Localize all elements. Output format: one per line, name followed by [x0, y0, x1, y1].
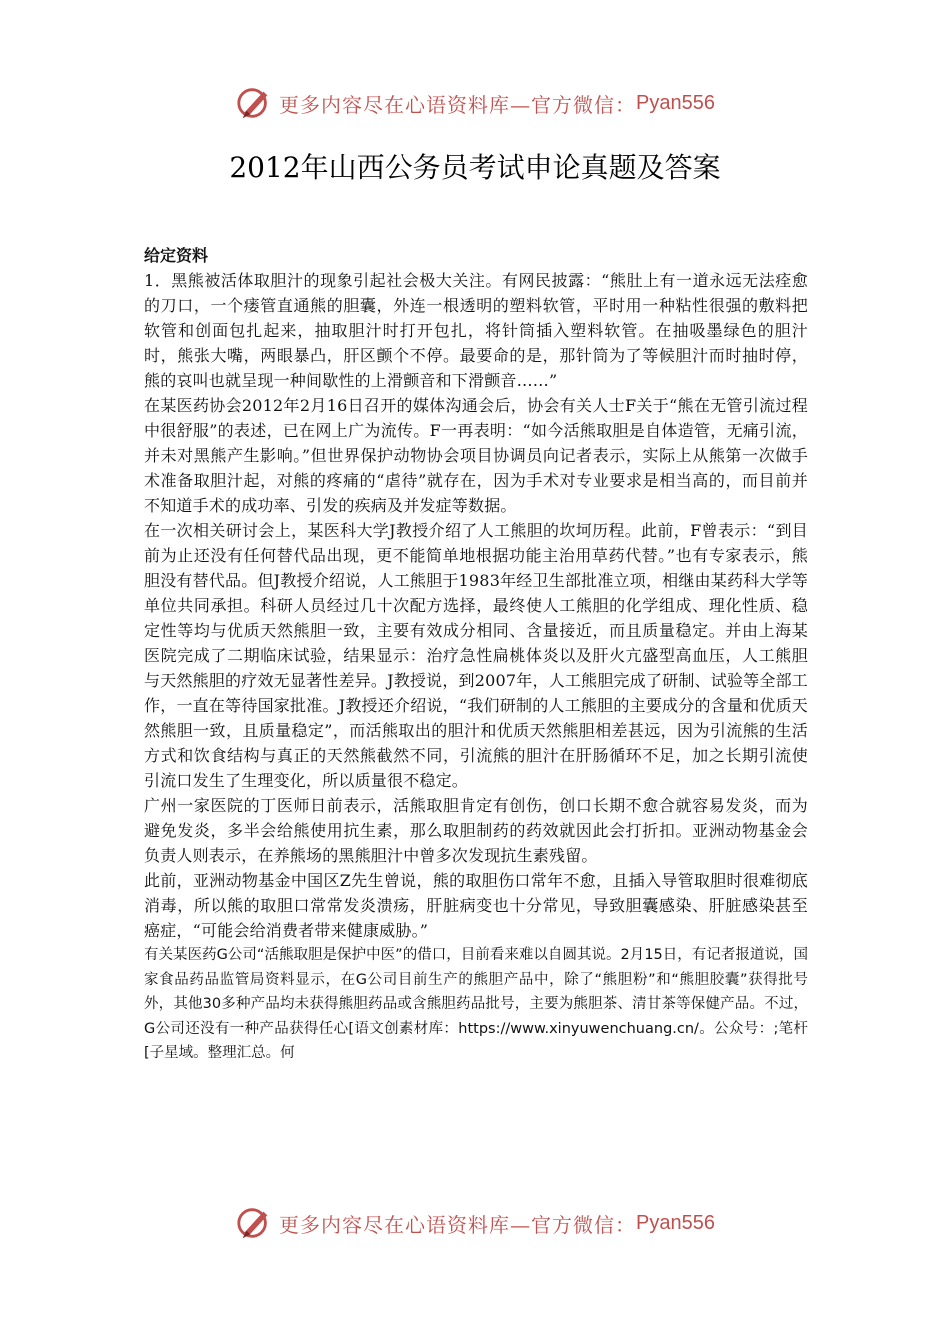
- pen-logo-icon: [235, 84, 273, 122]
- paragraph: 广州一家医院的丁医师日前表示，活熊取胆肯定有创伤，创口长期不愈合就容易发炎，而为避免发炎，多半会给熊使用抗生素，那么取胆制药的药效就因此会打折扣。亚洲动物基金会负责人则表示，在养熊场的黑熊胆汁中曾多次发现抗生素残留。: [144, 796, 808, 865]
- pen-logo-icon: [235, 1204, 273, 1242]
- footer-banner: [0, 1198, 950, 1248]
- paragraph: 在某医药协会2012年2月16日召开的媒体沟通会后，协会有关人士F关于“熊在无管引流过程中很舒服”的表述，已在网上广为流传。F一再表明：“如今活熊取胆是自体造管，无痛引流，并未对黑熊产生影响。”但世界保护动物协会项目协调员向记者表示，实际上从熊第一次做手术准备取胆汁起，对熊的疼痛的“虐待”就存在，因为手术对专业要求是相当高的，而目前并不知道手术的成功率、引发的疾病及并发症等数据。: [144, 396, 808, 515]
- banner-text: 更多内容尽在心语资料库—官方微信：: [279, 92, 637, 117]
- paragraph: 此前，亚洲动物基金中国区Z先生曾说，熊的取胆伤口常年不愈，且插入导管取胆时很难彻底消毒，所以熊的取胆口常常发炎溃疡，肝脏病变也十分常见，导致胆囊感染、肝脏感染甚至癌症，“可能会给消费者带来健康威胁。”: [144, 871, 808, 940]
- wechat-id: Pyan556: [636, 91, 715, 114]
- wechat-id: Pyan556: [636, 1211, 715, 1234]
- section-heading: 给定资料: [144, 246, 209, 265]
- header-banner: [0, 78, 950, 128]
- banner-text: 更多内容尽在心语资料库—官方微信：: [279, 1212, 637, 1237]
- document-body: [144, 244, 808, 1066]
- paragraph: 有关某医药G公司“活熊取胆是保护中医”的借口，目前看来难以自圆其说。2月15日，有记者报道说，国家食品药品监管局资料显示，在G公司目前生产的熊胆产品中，除了“熊胆粉”和“熊胆胶囊”获得批号外，其他30多种产品均未获得熊胆药品或含熊胆药品批号，主要为熊胆茶、清甘茶等保健产品。不过，G公司还没有一种产品获得任心[语文创素材库：https://www.xinyuwenchuang.cn/。公众号：;笔杆[子星域。整理汇总。何: [144, 947, 808, 1061]
- paragraph: 1．黑熊被活体取胆汁的现象引起社会极大关注。有网民披露：“熊肚上有一道永远无法痊愈的刀口，一个瘘管直通熊的胆囊，外连一根透明的塑料软管，平时用一种粘性很强的敷料把软管和创面包扎起来，抽取胆汁时打开包扎，将针筒插入塑料软管。在抽吸墨绿色的胆汁时，熊张大嘴，两眼暴凸，肝区颤个不停。最要命的是，那针筒为了等候胆汁而时抽时停，熊的哀叫也就呈现一种间歇性的上滑颤音和下滑颤音……”: [144, 271, 808, 390]
- page-title: 2012年山西公务员考试申论真题及答案: [229, 151, 721, 184]
- paragraph: 在一次相关研讨会上，某医科大学J教授介绍了人工熊胆的坎坷历程。此前，F曾表示：“到目前为止还没有任何替代品出现，更不能简单地根据功能主治用草药代替。”也有专家表示，熊胆没有替代品。但J教授介绍说，人工熊胆于1983年经卫生部批准立项，相继由某药科大学等单位共同承担。科研人员经过几十次配方选择，最终使人工熊胆的化学组成、理化性质、稳定性等均与优质天然熊胆一致，主要有效成分相同、含量接近，而且质量稳定。并由上海某医院完成了二期临床试验，结果显示：治疗急性扁桃体炎以及肝火亢盛型高血压，人工熊胆与天然熊胆的疗效无显著性差异。J教授说，到2007年，人工熊胆完成了研制、试验等全部工作，一直在等待国家批准。J教授还介绍说，“我们研制的人工熊胆的主要成分的含量和优质天然熊胆一致，且质量稳定”，而活熊取出的胆汁和优质天然熊胆相差甚远，因为引流熊的生活方式和饮食结构与真正的天然熊截然不同，引流熊的胆汁在肝肠循环不足，加之长期引流使引流口发生了生理变化，所以质量很不稳定。: [144, 521, 808, 790]
